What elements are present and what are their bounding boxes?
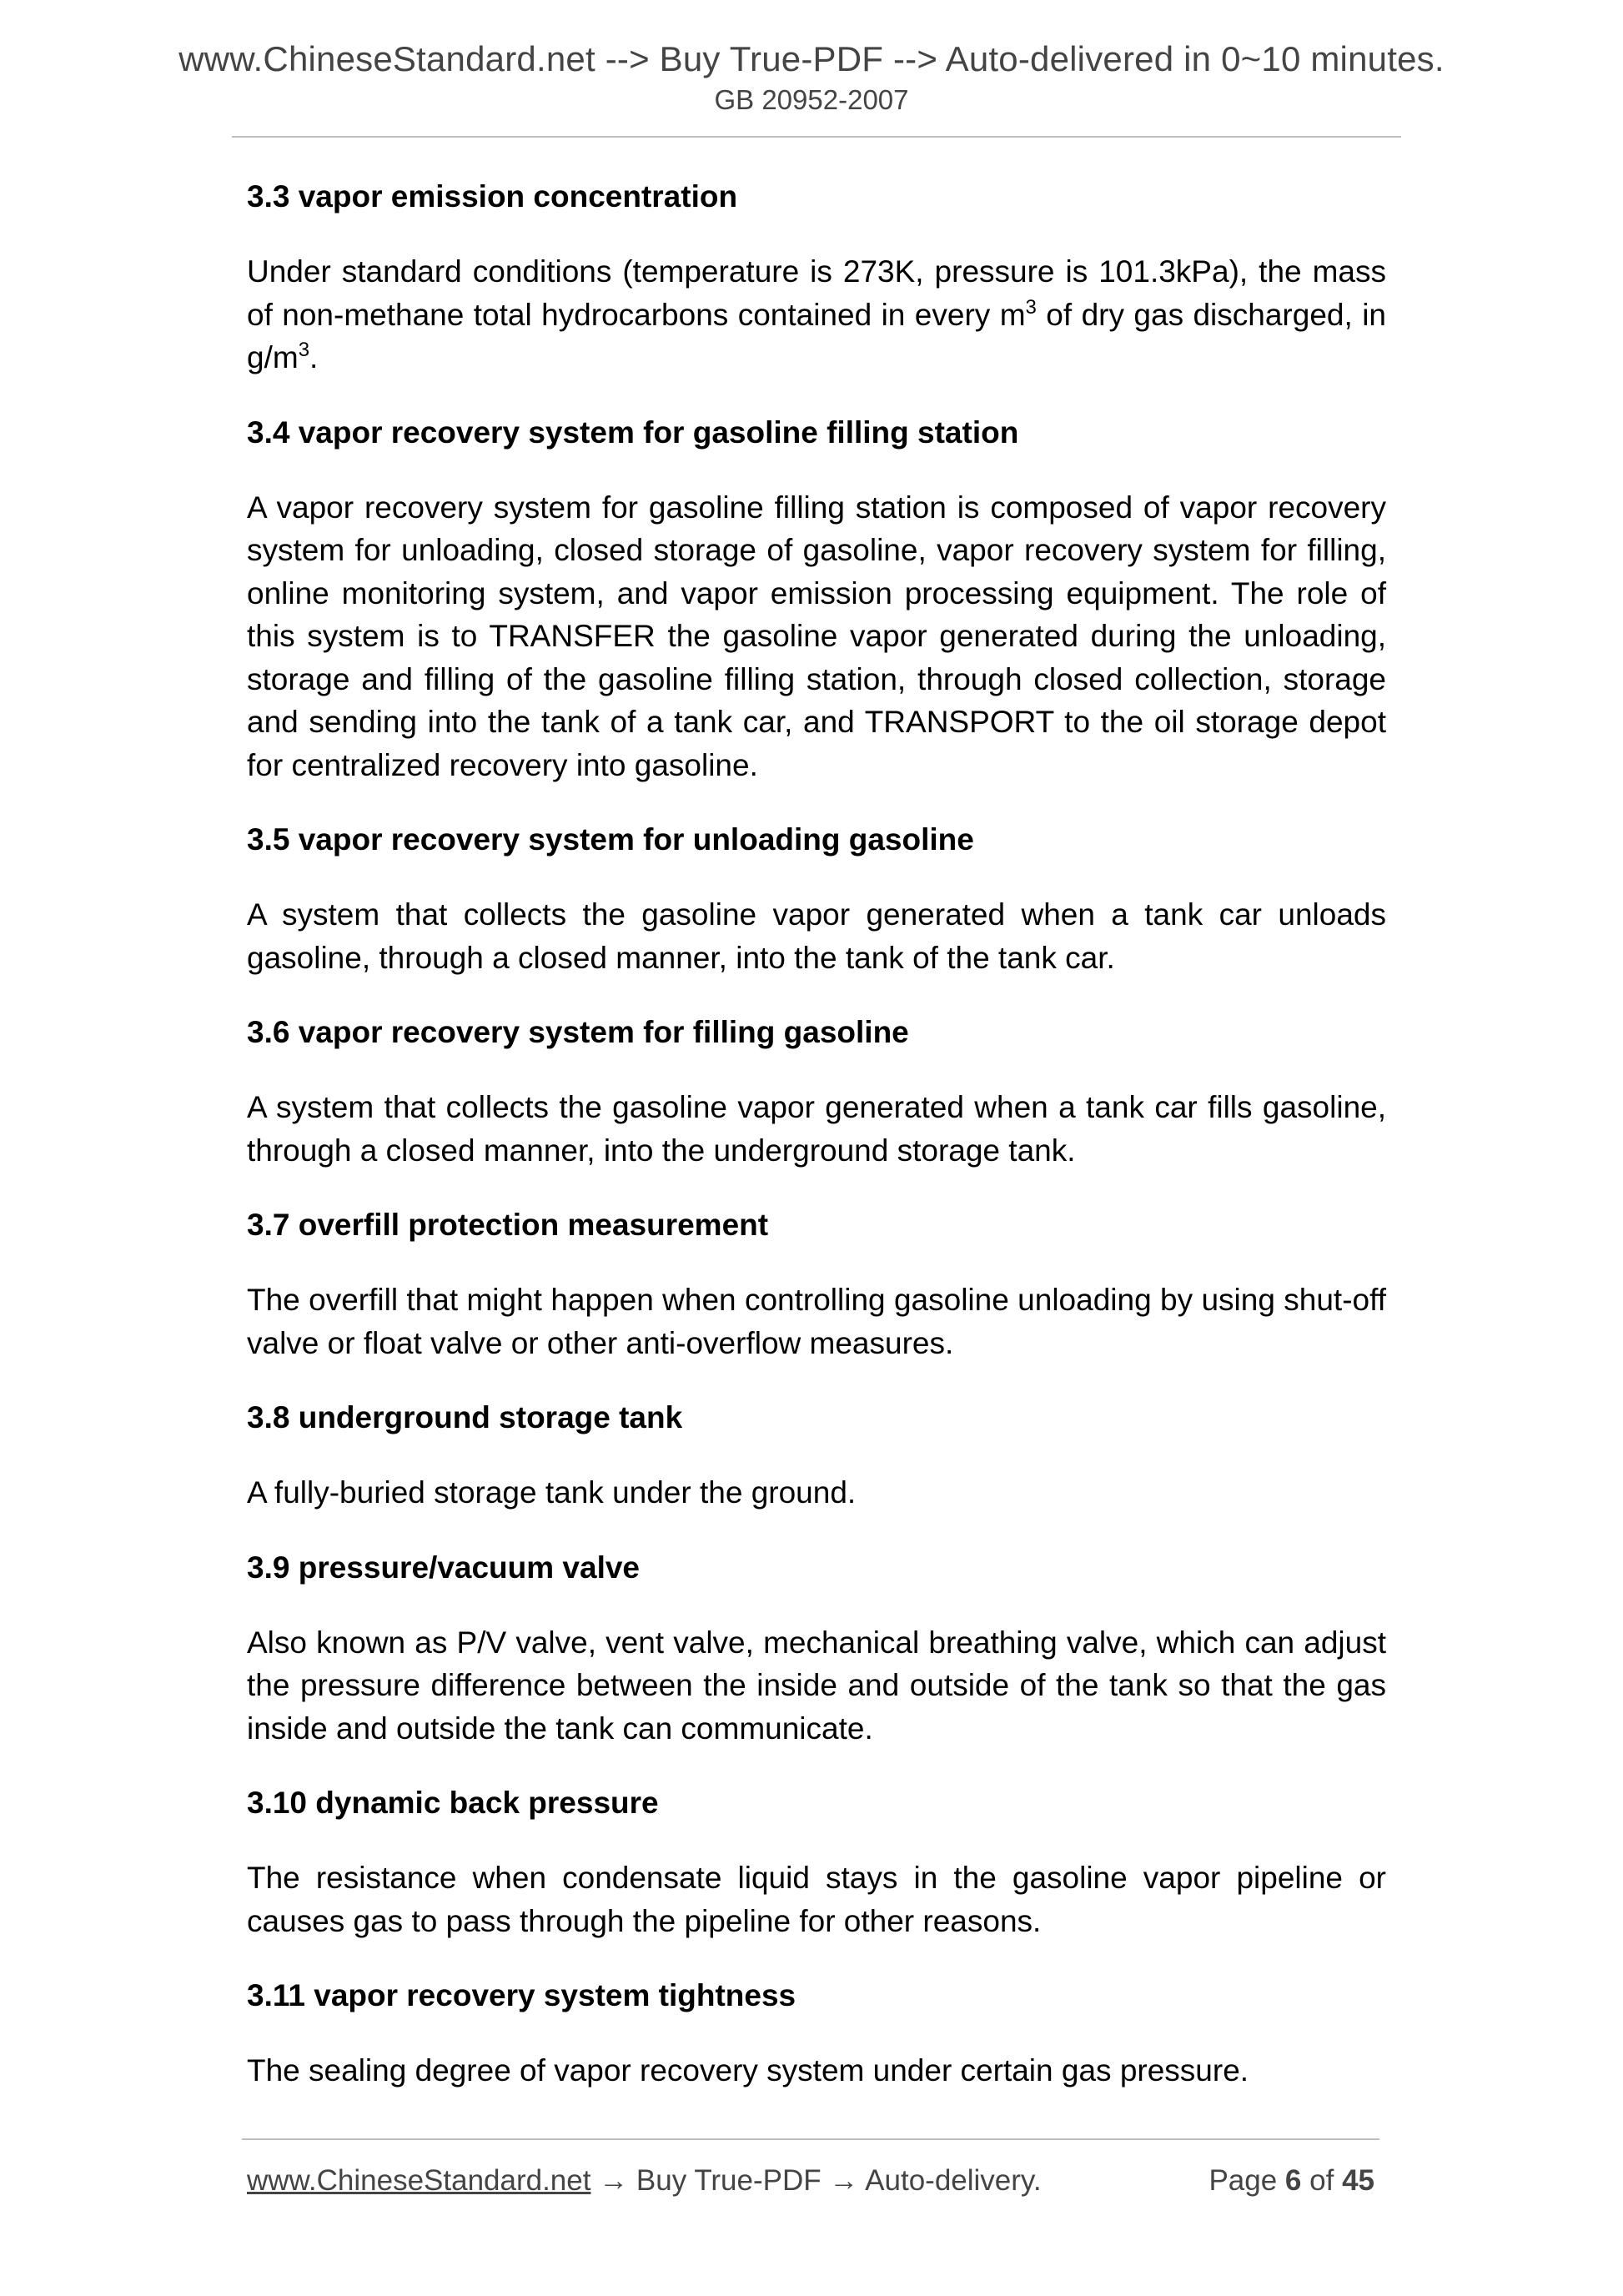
superscript: 3 [1025,295,1037,319]
section-heading-3-6: 3.6 vapor recovery system for filling gasoline [247,1015,909,1049]
header-banner: www.ChineseStandard.net --> Buy True-PDF --> Auto-delivered in 0~10 minutes. [178,39,1445,78]
section-heading-3-7: 3.7 overfill protection measurement [247,1208,769,1242]
document-number: GB 20952-2007 [714,84,909,115]
section-body-3-4: A vapor recovery system for gasoline filling station is composed of vapor recovery system for unloading, closed storage of gasoline, vapor recovery system for filling, online monitoring system, and vapor emission processing equipment. The role of this system is to TRANSFER the gasoline vapor generated during the unloading, storage and filling of the gasoline filling station, through closed collection, storage and sending into the tank of a tank car, and TRANSPORT to the oil storage depot for centralized recovery into gasoline. [247,490,1386,782]
section-body-3-7: The overfill that might happen when controlling gasoline unloading by using shut-off valve or float valve or other anti-overflow measures. [247,1283,1386,1360]
section-heading-3-11: 3.11 vapor recovery system tightness [247,1978,796,2012]
page-label: Page [1208,2164,1278,2197]
footer-divider [242,2138,1379,2140]
header-divider [232,136,1401,138]
footer-promo [247,2166,1042,2195]
section-heading-3-10: 3.10 dynamic back pressure [247,1786,659,1820]
section-body-3-8: A fully-buried storage tank under the ground. [247,1475,857,1510]
page-of-label: of [1309,2164,1334,2197]
section-heading-3-5: 3.5 vapor recovery system for unloading gasoline [247,822,974,857]
footer-site-link[interactable]: www.ChineseStandard.net [247,2164,591,2197]
section-heading-3-9: 3.9 pressure/vacuum valve [247,1550,641,1585]
document-body [247,175,1386,2124]
section-body-3-3 [247,250,1386,379]
section-body-3-5: A system that collects the gasoline vapor generated when a tank car unloads gasoline, through a closed manner, into the tank of the tank car. [247,897,1386,975]
superscript: 3 [298,339,310,361]
section-heading-3-4: 3.4 vapor recovery system for gasoline filling station [247,414,1019,450]
body-text: of dry gas discharged, in g/m [247,297,1386,374]
section-body-3-11: The sealing degree of vapor recovery system under certain gas pressure. [247,2053,1249,2088]
page-indicator [1208,2166,1374,2195]
section-body-3-6: A system that collects the gasoline vapor generated when a tank car fills gasoline, through a closed manner, into the underground storage tank. [247,1090,1386,1168]
total-page-count: 45 [1342,2164,1374,2197]
section-body-3-10: The resistance when condensate liquid stays in the gasoline vapor pipeline or causes gas to pass through the pipeline for other reasons. [247,1861,1386,1938]
section-heading-3-3: 3.3 vapor emission concentration [247,179,738,214]
section-body-3-9: Also known as P/V valve, vent valve, mechanical breathing valve, which can adjust the pressure difference between the inside and outside of the tank so that the gas inside and outside the tank can communicate. [247,1625,1386,1746]
section-heading-3-8: 3.8 underground storage tank [247,1400,683,1434]
footer-tagline: → Buy True-PDF → Auto-delivery. [590,2164,1042,2197]
current-page-number: 6 [1284,2164,1302,2197]
body-text: . [309,340,319,374]
body-text: Under standard conditions (temperature is 273K, pressure is 101.3kPa), the mass of non-methane total hydrocarbons contained in every m [247,254,1386,332]
